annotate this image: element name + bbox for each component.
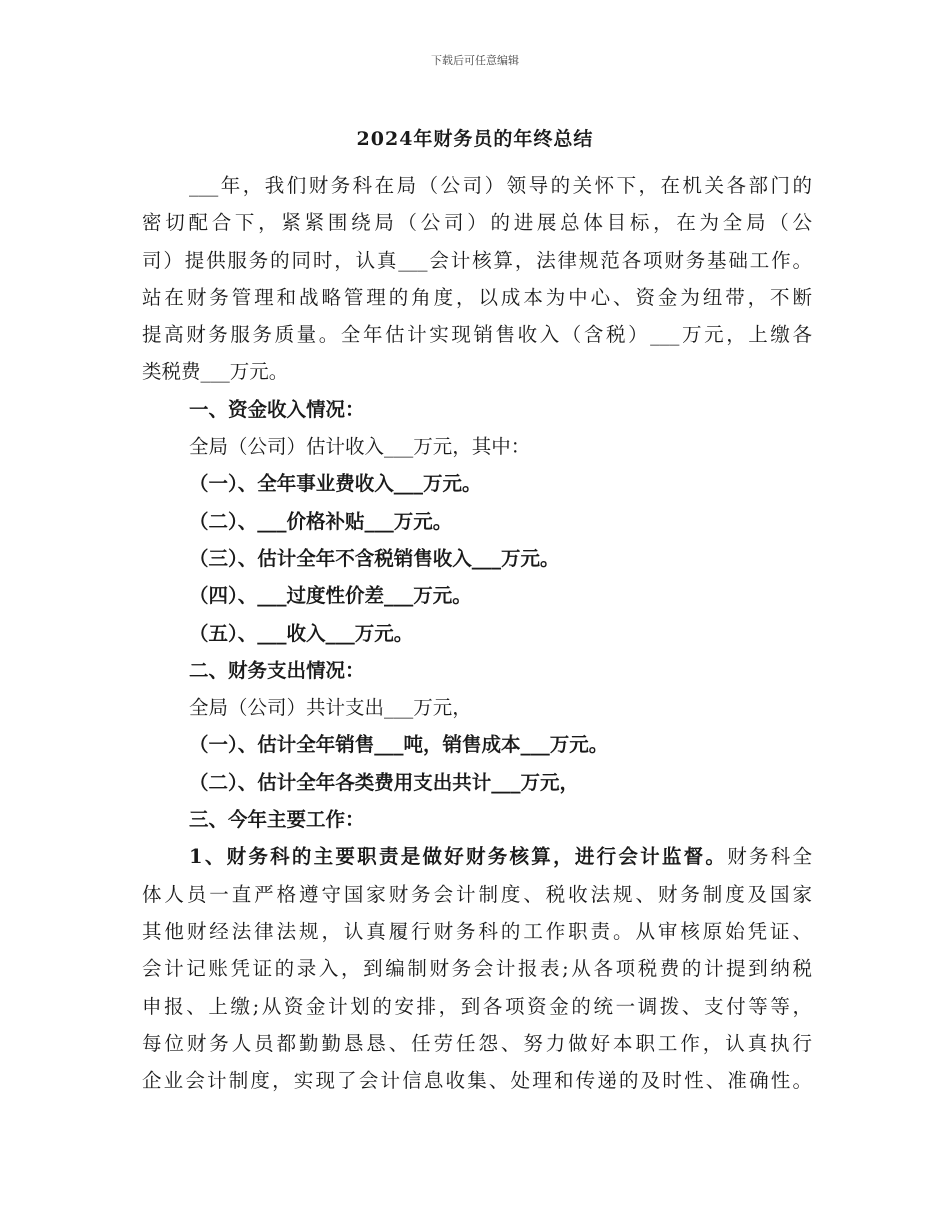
line-text: 会计记账凭证的录入，到编制财务会计报表;从各项税费的计提到纳税 — [142, 957, 812, 981]
line-text: （三）、估计全年不含税销售收入___万元。 — [189, 546, 560, 570]
line-text: 一、资金收入情况： — [189, 397, 365, 421]
line-text: （二）、估计全年各类费用支出共计___万元， — [189, 770, 580, 794]
paragraph-line — [142, 913, 812, 950]
paragraph-line — [142, 428, 812, 465]
line-text: 其他财经法律法规，认真履行财务科的工作职责。从审核原始凭证、 — [142, 919, 812, 943]
line-text: 站在财务管理和战略管理的角度，以成本为中心、资金为纽带，不断 — [142, 285, 812, 309]
document-body — [142, 167, 812, 1099]
paragraph-line — [142, 204, 812, 241]
header-note: 下载后可任意编辑 — [431, 54, 519, 67]
line-text: 全局（公司）估计收入___万元，其中： — [189, 435, 531, 459]
line-text: （一）、估计全年销售___吨，销售成本___万元。 — [189, 733, 609, 757]
line-text: 司）提供服务的同时，认真___会计核算，法律规范各项财务基础工作。 — [142, 248, 812, 272]
line-text: 每位财务人员都勤勤恳恳、任劳任怨、努力做好本职工作，认真执行 — [142, 1031, 812, 1055]
line-text: 企业会计制度，实现了会计信息收集、处理和传递的及时性、准确性。 — [142, 1069, 812, 1093]
line-text: 密切配合下，紧紧围绕局（公司）的进展总体目标，在为全局（公 — [142, 211, 812, 235]
line-text: 二、财务支出情况： — [189, 658, 365, 682]
paragraph-line — [142, 615, 812, 652]
paragraph-line — [142, 876, 812, 913]
line-text: （二）、___价格补贴___万元。 — [189, 509, 453, 533]
line-text: 类税费___万元。 — [142, 360, 289, 384]
paragraph-line — [142, 652, 812, 689]
line-text: 三、今年主要工作： — [189, 808, 365, 832]
paragraph-line — [142, 540, 812, 577]
paragraph-line — [142, 950, 812, 987]
paragraph-line — [142, 689, 812, 726]
line-text: 申报、上缴;从资金计划的安排，到各项资金的统一调拨、支付等等， — [142, 994, 812, 1018]
line-text: （四）、___过度性价差___万元。 — [189, 584, 472, 608]
document-title: 2024年财务员的年终总结 — [356, 128, 594, 150]
paragraph-line — [142, 988, 812, 1025]
paragraph-line — [142, 242, 812, 279]
paragraph-line — [142, 353, 812, 390]
line-text: ___年，我们财务科在局（公司）领导的关怀下，在机关各部门的 — [189, 174, 812, 197]
paragraph-line — [142, 726, 812, 763]
line-text: 体人员一直严格遵守国家财务会计制度、税收法规、财务制度及国家 — [142, 882, 812, 906]
paragraph-line — [142, 764, 812, 801]
line-text: 全局（公司）共计支出___万元， — [189, 696, 472, 720]
line-text: 财务科全 — [727, 845, 812, 869]
line-text: 提高财务服务质量。全年估计实现销售收入（含税）___万元，上缴各 — [142, 323, 812, 347]
paragraph-line — [142, 1025, 812, 1062]
line-text: （五）、___收入___万元。 — [189, 621, 414, 645]
paragraph-line — [142, 391, 812, 428]
paragraph-line — [142, 838, 812, 875]
bold-lead-text: 1、财务科的主要职责是做好财务核算，进行会计监督。 — [189, 845, 728, 869]
paragraph-line — [142, 577, 812, 614]
line-text: （一）、全年事业费收入___万元。 — [189, 472, 482, 496]
paragraph-line — [142, 1062, 812, 1099]
paragraph-line — [142, 801, 812, 838]
paragraph-line — [142, 279, 812, 316]
paragraph-line — [142, 465, 812, 502]
paragraph-line — [142, 503, 812, 540]
paragraph-line — [142, 167, 812, 204]
paragraph-line — [142, 316, 812, 353]
